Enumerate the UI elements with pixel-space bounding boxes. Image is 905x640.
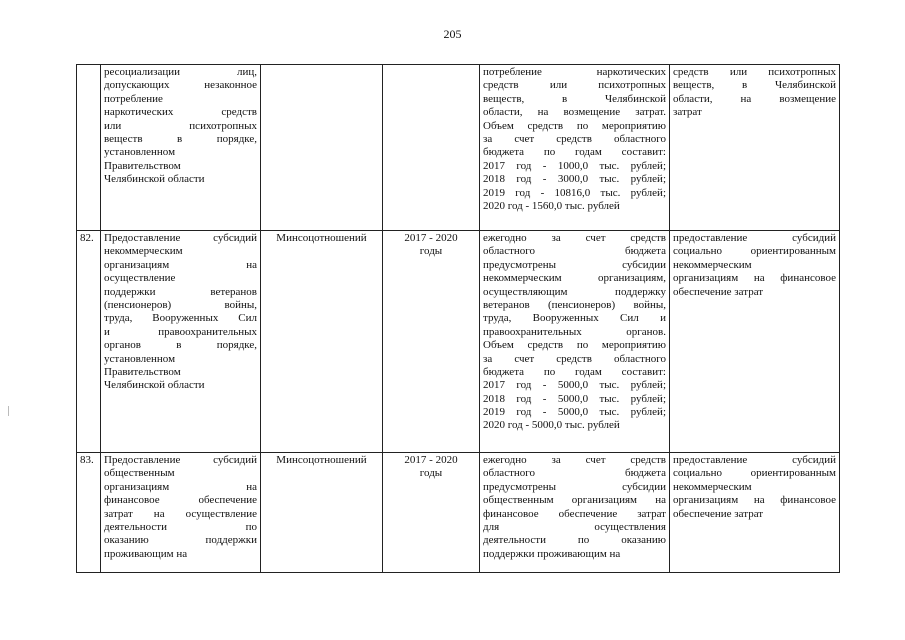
cell-line: предоставление субсидий [673, 454, 836, 466]
cell-line: финансовое обеспечение [104, 494, 257, 507]
cell-line: осуществляющим поддержку [483, 285, 666, 298]
page-number: 205 [443, 27, 462, 41]
cell-line: веществ в порядке, [104, 132, 257, 145]
cell-line: 2019 год - 10816,0 тыс. рублей; [483, 186, 666, 199]
cell-line: или психотропных [104, 119, 257, 132]
cell-line: правоохранительных органов. [483, 325, 666, 338]
cell-line: областного бюджета [483, 245, 666, 258]
cell-line: Правительством [104, 365, 181, 378]
cell-line: организациям на финансовое [673, 494, 836, 507]
measures-table [76, 64, 840, 573]
table-row [77, 231, 840, 453]
cell-line: общественным [104, 467, 175, 480]
cell-line: 2017 - 2020 [404, 232, 458, 244]
cell-line: ресоциализации лиц, [104, 66, 257, 78]
expected-result-cell [670, 453, 840, 573]
cell-line: Объем средств по мероприятию [483, 339, 666, 352]
cell-line: 2018 год - 5000,0 тыс. рублей; [483, 392, 666, 405]
cell-line: (пенсионеров) войны, [104, 298, 257, 311]
cell-line: допускающих незаконное [104, 79, 257, 92]
period-cell [383, 65, 480, 231]
cell-line: некоммерческим [673, 480, 752, 493]
cell-line: установленном [104, 146, 176, 159]
cell-line: некоммерческим организациям, [483, 272, 666, 285]
measure-description-cell [480, 231, 670, 453]
expected-result-cell [670, 65, 840, 231]
executor: Минсоцотношений [276, 232, 367, 244]
cell-line: органов в порядке, [104, 339, 257, 352]
cell-line: обеспечение затрат [673, 285, 764, 298]
period-cell [383, 453, 480, 573]
row-number-cell [77, 65, 101, 231]
expected-result-cell [670, 231, 840, 453]
cell-line: потребление [104, 92, 163, 105]
cell-line: социально ориентированным [673, 245, 836, 258]
cell-line: области, на возмещение [673, 92, 836, 105]
cell-line: организациям на финансовое [673, 272, 836, 285]
measure-description-cell [480, 65, 670, 231]
cell-line: деятельности по [104, 520, 257, 533]
cell-line: организациям на [104, 480, 257, 493]
cell-line: за счет средств областного [483, 352, 666, 365]
cell-line: финансовое обеспечение затрат [483, 507, 666, 520]
row-number-cell [77, 231, 101, 453]
row-number-cell [77, 453, 101, 573]
cell-line: обеспечение затрат [673, 507, 764, 520]
cell-line: предусмотрены субсидии [483, 258, 666, 271]
cell-line: ежегодно за счет средств [483, 454, 666, 466]
cell-line: Предоставление субсидий [104, 454, 257, 466]
cell-line: для осуществления [483, 520, 666, 533]
cell-line: 2020 год - 5000,0 тыс. рублей [483, 419, 620, 432]
measure-name-cell [101, 231, 261, 453]
measure-description-cell [480, 453, 670, 573]
cell-line: Объем средств по мероприятию [483, 119, 666, 132]
executor-cell [261, 65, 383, 231]
cell-line: потребление наркотических [483, 66, 666, 78]
cell-line: и правоохранительных [104, 325, 257, 338]
cell-line: социально ориентированным [673, 467, 836, 480]
cell-line: 2020 год - 1560,0 тыс. рублей [483, 199, 620, 212]
cell-line: некоммерческим [104, 245, 183, 258]
cell-line: труда, Вооруженных Сил [104, 312, 257, 325]
measure-name-cell [101, 65, 261, 231]
executor: Минсоцотношений [276, 454, 367, 466]
cell-line: ежегодно за счет средств [483, 232, 666, 244]
cell-line: предоставление субсидий [673, 232, 836, 244]
table-row [77, 453, 840, 573]
cell-line: Челябинской области [104, 173, 205, 186]
cell-line: затрат [673, 106, 702, 119]
cell-line: установленном [104, 352, 176, 365]
cell-line: областного бюджета [483, 467, 666, 480]
cell-line: наркотических средств [104, 106, 257, 119]
cell-line: 2017 год - 1000,0 тыс. рублей; [483, 159, 666, 172]
table-row [77, 65, 840, 231]
cell-line: годы [419, 467, 443, 480]
cell-line: веществ, в Челябинской [483, 92, 666, 105]
cell-line: области, на возмещение затрат. [483, 106, 666, 119]
cell-line: труда, Вооруженных Сил и [483, 312, 666, 325]
cell-line: бюджета по годам составит: [483, 365, 666, 378]
cell-line: Предоставление субсидий [104, 232, 257, 244]
cell-line: средств или психотропных [673, 66, 836, 78]
row-number: 83. [80, 454, 94, 466]
cell-line: 2019 год - 5000,0 тыс. рублей; [483, 406, 666, 419]
cell-line: 2017 год - 5000,0 тыс. рублей; [483, 379, 666, 392]
cell-line: общественным организациям на [483, 494, 666, 507]
cell-line: поддержки ветеранов [104, 285, 257, 298]
row-number: 82. [80, 232, 94, 244]
cell-line: Правительством [104, 159, 181, 172]
period-cell [383, 231, 480, 453]
cell-line: предусмотрены субсидии [483, 480, 666, 493]
executor-cell [261, 453, 383, 573]
cell-line: Челябинской области [104, 379, 205, 392]
cell-line: веществ, в Челябинской [673, 79, 836, 92]
cell-line: проживающим на [104, 547, 188, 560]
cell-line: осуществление [104, 272, 176, 285]
cell-line: ветеранов (пенсионеров) войны, [483, 298, 666, 311]
measure-name-cell [101, 453, 261, 573]
cell-line: поддержки проживающим на [483, 547, 621, 560]
cell-line: затрат на осуществление [104, 507, 257, 520]
cell-line: бюджета по годам составит: [483, 146, 666, 159]
cell-line: организациям на [104, 258, 257, 271]
cell-line: за счет средств областного [483, 132, 666, 145]
cell-line: некоммерческим [673, 258, 752, 271]
cell-line: 2017 - 2020 [404, 454, 458, 466]
cell-line: средств или психотропных [483, 79, 666, 92]
executor-cell [261, 231, 383, 453]
margin-mark [8, 406, 10, 416]
cell-line: 2018 год - 3000,0 тыс. рублей; [483, 173, 666, 186]
cell-line: оказанию поддержки [104, 534, 257, 547]
cell-line: годы [419, 245, 443, 258]
cell-line: деятельности по оказанию [483, 534, 666, 547]
